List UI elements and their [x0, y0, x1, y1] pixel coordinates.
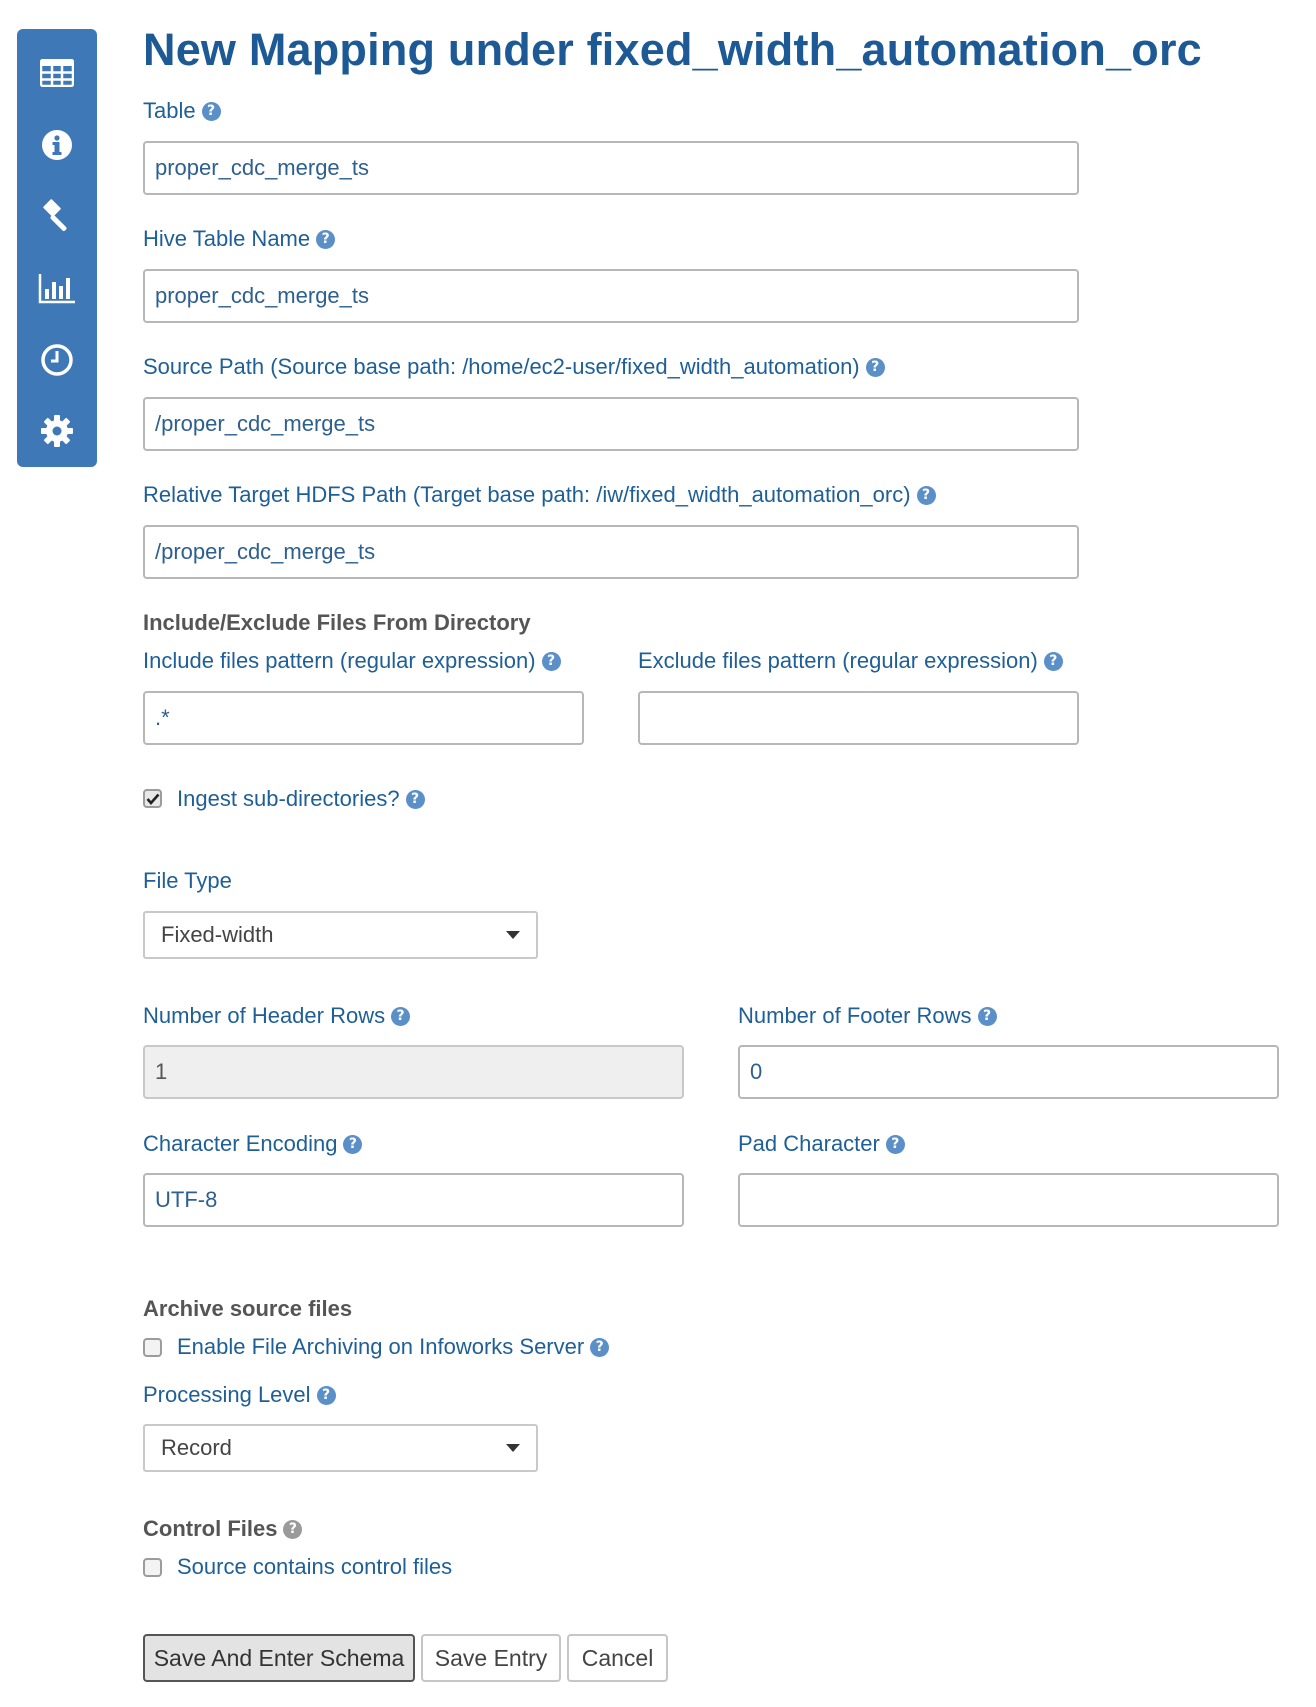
processing-level-selected: Record [161, 1435, 232, 1460]
bar-chart-icon [38, 272, 76, 304]
file-type-selected: Fixed-width [161, 922, 274, 947]
page-title: New Mapping under fixed_width_automation_orc [143, 24, 1202, 75]
checkmark-icon [146, 793, 160, 805]
processing-level-select[interactable] [143, 1424, 538, 1472]
footer-rows-label: Number of Footer Rows ? [738, 1003, 997, 1029]
help-icon[interactable]: ? [542, 652, 561, 671]
sidebar-item-info[interactable] [17, 109, 97, 181]
hive-table-name-label: Hive Table Name ? [143, 226, 335, 252]
help-icon[interactable]: ? [917, 486, 936, 505]
file-type-label: File Type [143, 868, 232, 893]
exclude-pattern-input[interactable] [638, 691, 1079, 745]
info-icon [41, 129, 73, 161]
dropdown-caret-icon [506, 1444, 520, 1452]
help-icon[interactable]: ? [590, 1338, 609, 1357]
enable-archiving-label: Enable File Archiving on Infoworks Server ? [177, 1334, 609, 1360]
help-icon[interactable]: ? [866, 358, 885, 377]
control-files-checkbox[interactable] [143, 1558, 162, 1577]
archive-section-title: Archive source files [143, 1296, 353, 1321]
sidebar-item-settings[interactable] [17, 395, 97, 467]
ingest-subdirectories-label: Ingest sub-directories? ? [177, 786, 425, 812]
pad-character-label: Pad Character ? [738, 1131, 905, 1157]
help-icon[interactable]: ? [978, 1007, 997, 1026]
source-path-input[interactable] [143, 397, 1079, 451]
help-icon[interactable]: ? [406, 790, 425, 809]
hive-table-name-input[interactable] [143, 269, 1079, 323]
help-icon[interactable]: ? [202, 102, 221, 121]
help-icon[interactable]: ? [343, 1135, 362, 1154]
help-icon[interactable]: ? [316, 230, 335, 249]
cancel-button[interactable]: Cancel [567, 1634, 668, 1682]
pad-character-input[interactable] [738, 1173, 1279, 1227]
include-exclude-section-title: Include/Exclude Files From Directory [143, 610, 531, 635]
gavel-icon [39, 198, 75, 234]
processing-level-label: Processing Level ? [143, 1382, 336, 1408]
include-pattern-label: Include files pattern (regular expression) ? [143, 648, 561, 674]
file-type-select[interactable] [143, 911, 538, 959]
exclude-pattern-label: Exclude files pattern (regular expression) ? [638, 648, 1063, 674]
save-and-enter-schema-button[interactable]: Save And Enter Schema [143, 1634, 415, 1682]
gear-icon [40, 414, 74, 448]
save-entry-button[interactable]: Save Entry [421, 1634, 561, 1682]
character-encoding-label: Character Encoding ? [143, 1131, 362, 1157]
sidebar [17, 29, 97, 467]
help-icon[interactable]: ? [886, 1135, 905, 1154]
help-icon[interactable]: ? [391, 1007, 410, 1026]
help-icon[interactable]: ? [283, 1520, 302, 1539]
sidebar-item-tables[interactable] [17, 37, 97, 109]
ingest-subdirectories-checkbox[interactable] [143, 789, 162, 808]
table-icon [40, 59, 74, 87]
character-encoding-input[interactable] [143, 1173, 684, 1227]
dropdown-caret-icon [506, 931, 520, 939]
sidebar-item-reports[interactable] [17, 252, 97, 324]
source-path-label: Source Path (Source base path: /home/ec2-user/fixed_width_automation) ? [143, 354, 885, 380]
sidebar-item-history[interactable] [17, 324, 97, 396]
enable-archiving-checkbox[interactable] [143, 1338, 162, 1357]
target-path-label: Relative Target HDFS Path (Target base path: /iw/fixed_width_automation_orc) ? [143, 482, 936, 508]
header-rows-input [143, 1045, 684, 1099]
table-label: Table ? [143, 98, 221, 124]
sidebar-item-build[interactable] [17, 180, 97, 252]
target-path-input[interactable] [143, 525, 1079, 579]
clock-icon [40, 343, 74, 377]
header-rows-label: Number of Header Rows ? [143, 1003, 410, 1029]
control-files-section-title: Control Files ? [143, 1516, 302, 1542]
control-files-label[interactable]: Source contains control files [177, 1554, 453, 1579]
include-pattern-input[interactable] [143, 691, 584, 745]
table-input[interactable] [143, 141, 1079, 195]
footer-rows-input[interactable] [738, 1045, 1279, 1099]
help-icon[interactable]: ? [1044, 652, 1063, 671]
help-icon[interactable]: ? [317, 1386, 336, 1405]
